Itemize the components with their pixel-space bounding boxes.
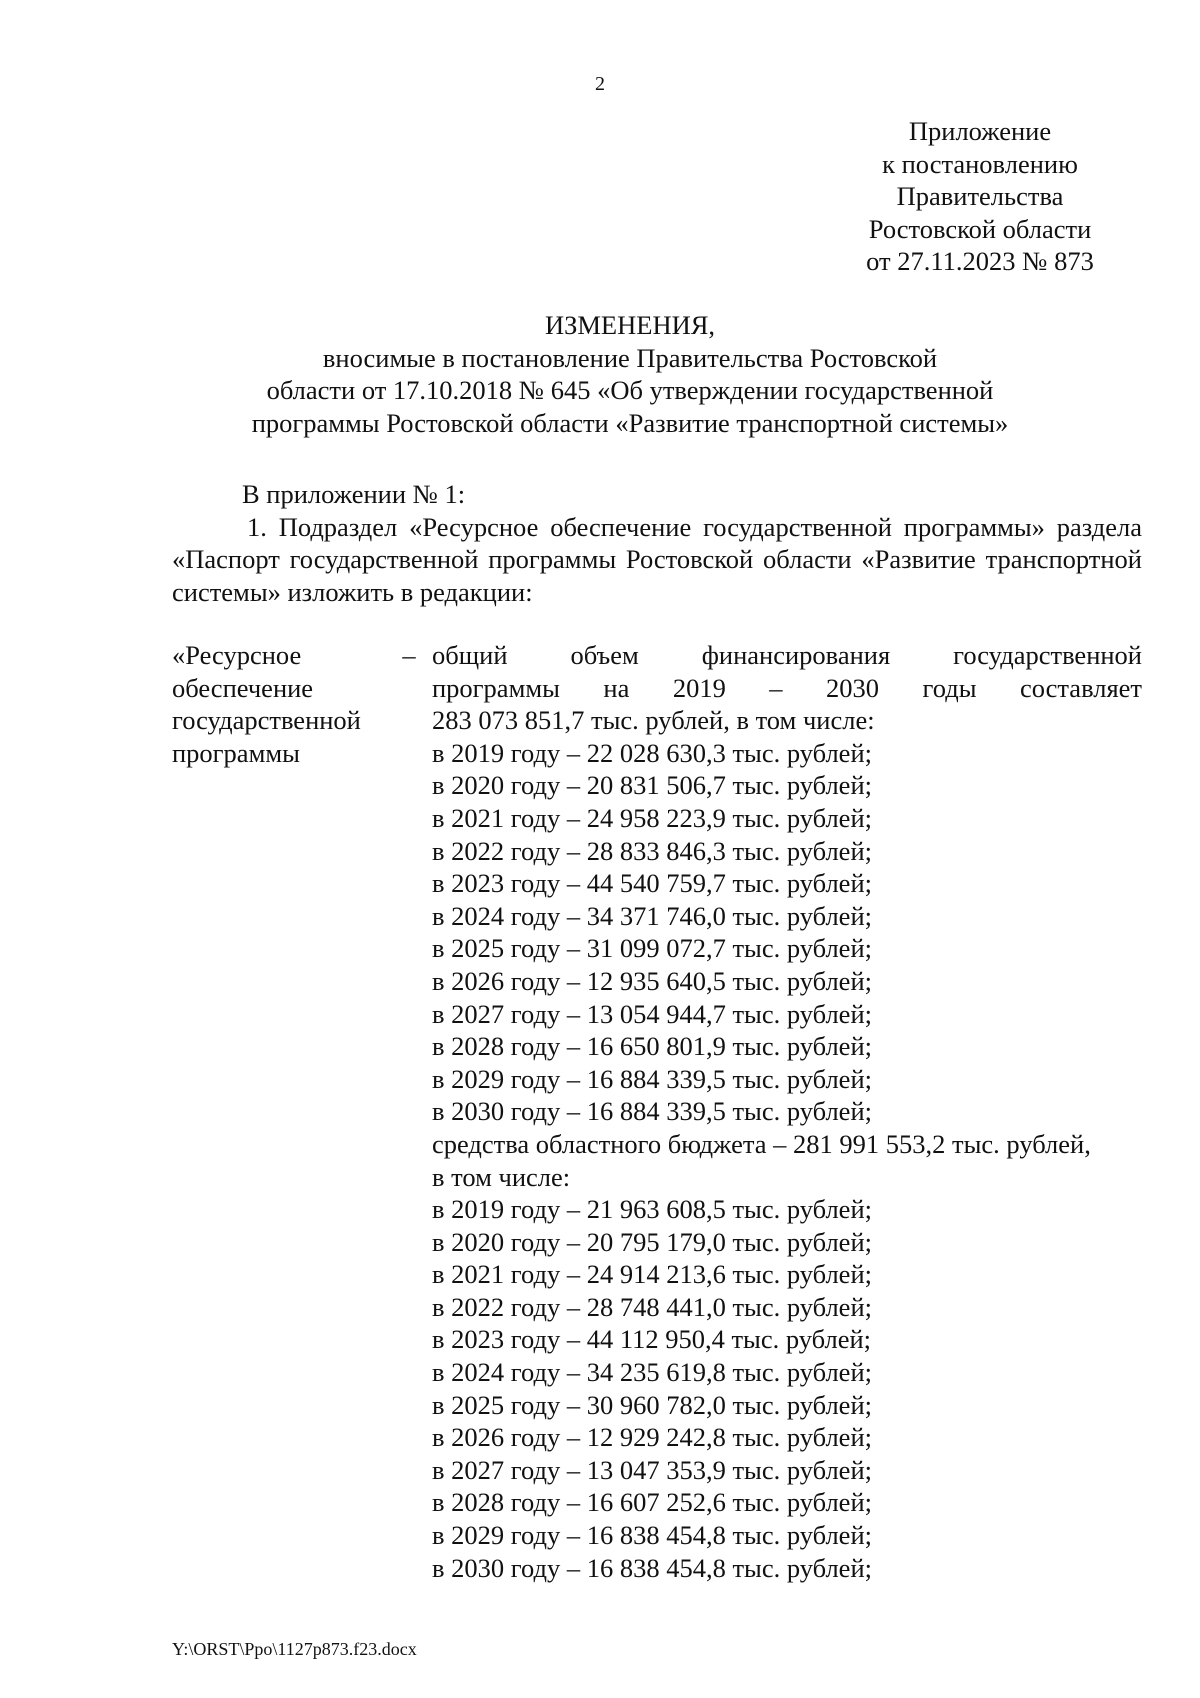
appendix-line: Приложение [908, 116, 1052, 146]
regional-year-item: в 2027 году – 13 047 353,9 тыс. рублей; [432, 1454, 872, 1485]
intro-paragraph: 1. Подраздел «Ресурсное обеспечение государственной программы» раздела «Паспорт государственной программы Ростовской области «Развитие транспортной системы» изложить в редакции: [172, 511, 1142, 607]
title-line: программы Ростовской области «Развитие транспортной системы» [251, 407, 1009, 438]
resource-label-line: «Ресурсное [172, 640, 302, 670]
regional-year-item: в 2025 году – 30 960 782,0 тыс. рублей; [432, 1389, 872, 1420]
total-year-item: в 2027 году – 13 054 944,7 тыс. рублей; [432, 998, 872, 1029]
total-line: общий объем финансирования государственной [432, 640, 1142, 670]
regional-year-item: в 2029 году – 16 838 454,8 тыс. рублей; [432, 1520, 872, 1551]
appendix-header [845, 115, 1115, 278]
total-year-item: в 2023 году – 44 540 759,7 тыс. рублей; [432, 868, 872, 899]
intro-heading: В приложении № 1: [242, 479, 466, 509]
appendix-date-number: от 27.11.2023 № 873 [866, 246, 1094, 277]
total-year-item: в 2029 году – 16 884 339,5 тыс. рублей; [432, 1063, 872, 1094]
regional-year-item: в 2030 году – 16 838 454,8 тыс. рублей; [432, 1552, 872, 1583]
regional-year-item: в 2023 году – 44 112 950,4 тыс. рублей; [432, 1324, 872, 1355]
appendix-line: Правительства [896, 181, 1064, 212]
total-line: программы на 2019 – 2030 годы составляет [432, 672, 1142, 703]
resource-label-line: государственной [172, 705, 361, 736]
total-year-item: в 2021 году – 24 958 223,9 тыс. рублей; [432, 802, 872, 833]
total-year-item: в 2020 году – 20 831 506,7 тыс. рублей; [432, 770, 872, 801]
page-number: 2 [595, 73, 605, 95]
regional-year-item: в 2026 году – 12 929 242,8 тыс. рублей; [432, 1422, 872, 1453]
total-year-item: в 2019 году – 22 028 630,3 тыс. рублей; [432, 737, 872, 768]
total-year-item: в 2028 году – 16 650 801,9 тыс. рублей; [432, 1031, 872, 1062]
total-amount: 283 073 851,7 тыс. рублей, в том числе: [432, 705, 875, 736]
total-year-item: в 2022 году – 28 833 846,3 тыс. рублей; [432, 835, 872, 866]
title-line: области от 17.10.2018 № 645 «Об утверждении государственной [266, 375, 994, 406]
regional-year-item: в 2019 году – 21 963 608,5 тыс. рублей; [432, 1194, 872, 1225]
regional-year-item: в 2028 году – 16 607 252,6 тыс. рублей; [432, 1487, 872, 1518]
resource-dash: – [402, 640, 416, 670]
total-year-item: в 2025 году – 31 099 072,7 тыс. рублей; [432, 933, 872, 964]
appendix-line: к постановлению [882, 148, 1078, 179]
total-year-item: в 2030 году – 16 884 339,5 тыс. рублей; [432, 1096, 872, 1127]
appendix-line: Ростовской области [868, 213, 1092, 244]
resource-label-line: программы [172, 737, 300, 768]
document-title [180, 309, 1080, 439]
regional-budget-line: средства областного бюджета – 281 991 553,2 тыс. рублей, [432, 1128, 1091, 1159]
regional-year-item: в 2020 году – 20 795 179,0 тыс. рублей; [432, 1226, 872, 1257]
footer-file-path: Y:\ORST\Ppo\1127p873.f23.docx [172, 1639, 417, 1659]
intro-section [172, 478, 1142, 608]
resource-content [432, 639, 1142, 1584]
regional-year-item: в 2024 году – 34 235 619,8 тыс. рублей; [432, 1357, 872, 1388]
total-year-item: в 2024 году – 34 371 746,0 тыс. рублей; [432, 900, 872, 931]
regional-year-item: в 2022 году – 28 748 441,0 тыс. рублей; [432, 1291, 872, 1322]
total-year-item: в 2026 году – 12 935 640,5 тыс. рублей; [432, 965, 872, 996]
resource-label-line: обеспечение [172, 672, 314, 703]
title-line: вносимые в постановление Правительства Ростовской [322, 342, 938, 373]
title-heading: ИЗМЕНЕНИЯ, [544, 310, 716, 340]
regional-year-item: в 2021 году – 24 914 213,6 тыс. рублей; [432, 1259, 872, 1290]
regional-budget-cont: в том числе: [432, 1161, 571, 1192]
resource-label [172, 639, 387, 769]
